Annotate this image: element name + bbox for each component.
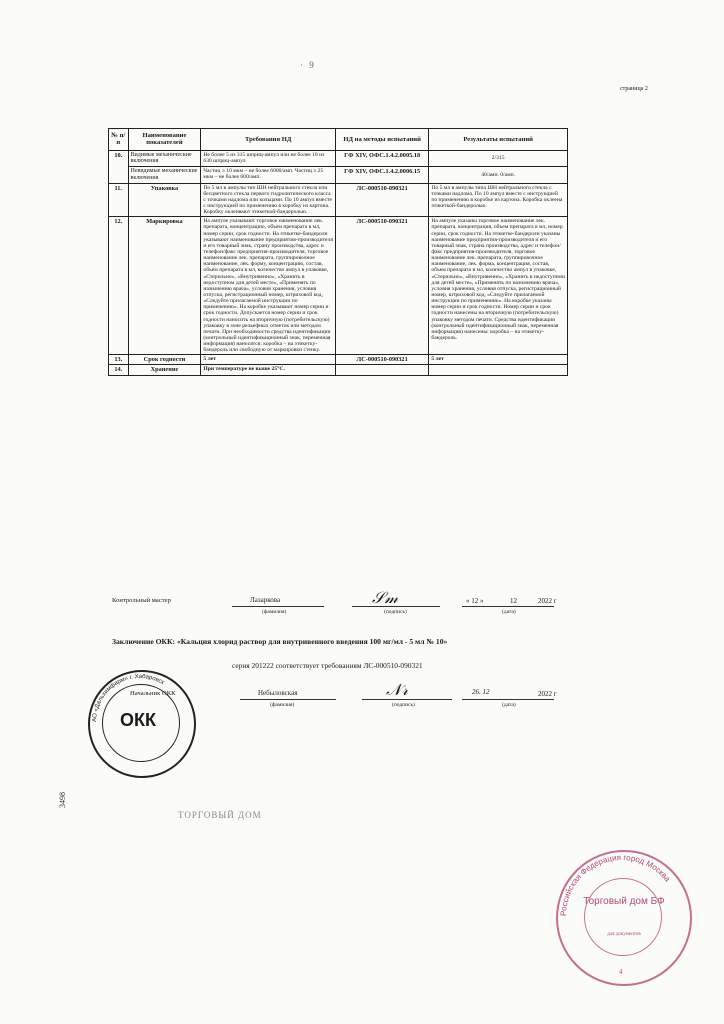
- row-number: 12.: [109, 217, 129, 355]
- okk-stamp-center: ОКК: [120, 710, 156, 730]
- row-nd: ГФ XIV, ОФС.1.4.2.0005.18: [335, 150, 428, 166]
- master-date-day: « 12 »: [466, 597, 484, 605]
- master-name-line: [232, 606, 324, 607]
- table-row: [109, 355, 568, 365]
- row-number: 13.: [109, 355, 129, 365]
- stamp-ring-text: Российская Федерация город Москва: [558, 852, 673, 917]
- stamp-sub: для документов: [607, 932, 641, 937]
- table-row: [109, 217, 568, 355]
- head-name-line: [240, 699, 336, 700]
- header-indicator: Наименование показателей: [128, 129, 201, 151]
- table-row: [109, 167, 568, 183]
- master-sign-caption: (подпись): [384, 609, 407, 615]
- page-number: страница 2: [620, 86, 648, 92]
- head-date-line: [462, 699, 554, 700]
- row-results: 2/315: [429, 150, 568, 166]
- row-nd: ГФ XIV, ОФС.1.4.2.0006.15: [335, 167, 428, 183]
- table-row: [109, 183, 568, 217]
- row-indicator: Упаковка: [128, 183, 201, 217]
- row-indicator: Маркировка: [128, 217, 201, 355]
- row-results: [429, 365, 568, 375]
- stamp-name: Торговый дом БФ: [583, 896, 665, 907]
- row-indicator: Невидимые механические включения: [128, 167, 201, 183]
- scan-noise: · 9: [300, 60, 316, 70]
- row-number: 11.: [109, 183, 129, 217]
- row-nd: ЛС-000510-090321: [335, 217, 428, 355]
- master-signature-icon: 𝒮𝓂: [372, 588, 398, 607]
- row-requirements: Не более 5 из 315 шприц-ампул или не более 10 из 630 шприц-ампул: [201, 150, 336, 166]
- header-no: № п/п: [109, 129, 129, 151]
- row-results: 40/амп. 0/амп.: [429, 167, 568, 183]
- torgovy-dom-stamp-icon: [556, 850, 692, 986]
- svg-text:Российская Федерация город Мос: [559, 853, 672, 916]
- row-results: На ампуле указаны торговое наименование лек. препарата, концентрация, объем препарата в мл, номер серии, срок годности. На этикетке-бандероли указаны наименование предприятия-производителя и его товарный знак, страна производства, адрес и телефон/факс предприятия-производителя, торговое наименование лек. препарата, группировочное наименование, лек. форма, концентрация, состав, объем препарата в мл, количество ампул в упаковке, «Стерильно», «Внутривенно», «Хранить в недоступном для детей месте», «Применять по назначению врача», условия хранения, условия отпуска, регистрационный номер, штриховой код, «Следуйте прилагаемой инструкции по применению». На коробке указаны номер серии и срок годности. Номер серии и срок годности нанесены на вторичную (потребительскую) упаковку методом печати. Средства идентификации (контрольный идентификационный знак, переменная информация) нанесены: коробка – на этикетку-бандероль.: [429, 217, 568, 355]
- row-nd: [335, 365, 428, 375]
- head-sign-caption: (подпись): [392, 702, 415, 708]
- row-indicator: Видимые механические включения: [128, 150, 201, 166]
- okk-stamp-icon: [88, 670, 196, 778]
- okk-stamp-ring-text: АО «Дальхимфарм» г. Хабаровск: [91, 673, 165, 723]
- head-name: Небыловская: [258, 689, 298, 697]
- row-results: 5 лет: [429, 355, 568, 365]
- row-indicator: Срок годности: [128, 355, 201, 365]
- conclusion: Заключение ОКК: «Кальция хлорид раствор для внутривенного введения 100 мг/мл - 5 мл № 10»: [112, 637, 448, 646]
- master-date-line: [462, 606, 554, 607]
- head-signature-icon: 𝒩𝓇: [386, 680, 409, 699]
- head-date-caption: (дата): [502, 702, 516, 708]
- header-results: Результаты испытаний: [429, 129, 568, 151]
- master-name: Лазаркова: [250, 596, 281, 604]
- row-number: 10.: [109, 150, 129, 183]
- stamp-number: 4: [619, 968, 623, 976]
- head-label: Начальник ОКК: [130, 690, 176, 697]
- master-date-month: 12: [510, 597, 517, 605]
- row-requirements: Частиц ≥ 10 мкм – не более 6000/амп. Частиц ≥ 25 мкм – не более 600/амп.: [201, 167, 336, 183]
- table-header-row: [109, 129, 568, 151]
- table-row: [109, 150, 568, 166]
- faded-text: ТОРГОВЫЙ ДОМ: [178, 810, 262, 820]
- row-nd: ЛС-000510-090321: [335, 183, 428, 217]
- master-sign-line: [352, 606, 440, 607]
- stamp-ring: [556, 850, 688, 982]
- head-sign-line: [362, 699, 452, 700]
- row-number: 14.: [109, 365, 129, 375]
- table-row: [109, 365, 568, 375]
- master-label: Контрольный мастер: [112, 597, 171, 604]
- spec-table: [108, 128, 568, 376]
- head-date-year: 2022 г: [538, 690, 557, 698]
- header-requirements: Требования НД: [201, 129, 336, 151]
- row-requirements: По 5 мл в ампулы тип ШН нейтрального стекла или бесцветного стекла первого гидролитического класса с точками надлома или кольцами. По 10 ампул вместе с инструкцией по применению в коробку из картона. Коробку оклеивают этикеткой-бандеролью.: [201, 183, 336, 217]
- header-nd: НД на методы испытаний: [335, 129, 428, 151]
- row-requirements: На ампуле указывают торговое наименование лек. препарата, концентрацию, объем препарата в мл, номер серии, срок годности. На этикетке-бандероли указывают наименование предприятия-производителя и его товарный знак, страну производства, адрес и телефон/факс предприятия-производителя, торговое наименование лек. препарата, группировочное наименование, лек. форму, концентрацию, состав, объем препарата в мл, количество ампул в упаковке, «Стерильно», «Внутривенно», «Хранить в недоступном для детей месте», «Применять по назначению врача», условия хранения, условия отпуска, регистрационный номер, штриховой код, «Следуйте прилагаемой инструкции по применению». На коробке указывают номер серии и срок годности. Допускается номер серии и срок годности наносить на вторичную (потребительскую) упаковку в зоне рельефных отметок или методом печати. При необходимости средства идентификации (контрольный идентификационный знак, переменная информация) наносятся: коробка – на этикетку-бандероль или свободную от маркировки стенку.: [201, 217, 336, 355]
- master-date-caption: (дата): [502, 609, 516, 615]
- row-requirements: 5 лет: [201, 355, 336, 365]
- row-requirements: При температуре не выше 25°С.: [201, 365, 336, 375]
- row-results: По 5 мл в ампулы типа ШН нейтрального стекла с точками надлома. По 10 ампул вместе с инструкцией по применению в коробке из картона. Коробка оклеена этикеткой-бандеролью.: [429, 183, 568, 217]
- head-name-caption: (фамилия): [270, 702, 295, 708]
- row-indicator: Хранение: [128, 365, 201, 375]
- master-name-caption: (фамилия): [262, 609, 287, 615]
- side-note: 3498: [58, 792, 67, 808]
- head-date-day: 26. 12: [472, 688, 490, 696]
- master-date-year: 2022 г: [538, 597, 557, 605]
- series-line: серия 201222 соответствует требованиям ЛС-000510-090321: [232, 661, 423, 670]
- row-nd: ЛС-000510-090321: [335, 355, 428, 365]
